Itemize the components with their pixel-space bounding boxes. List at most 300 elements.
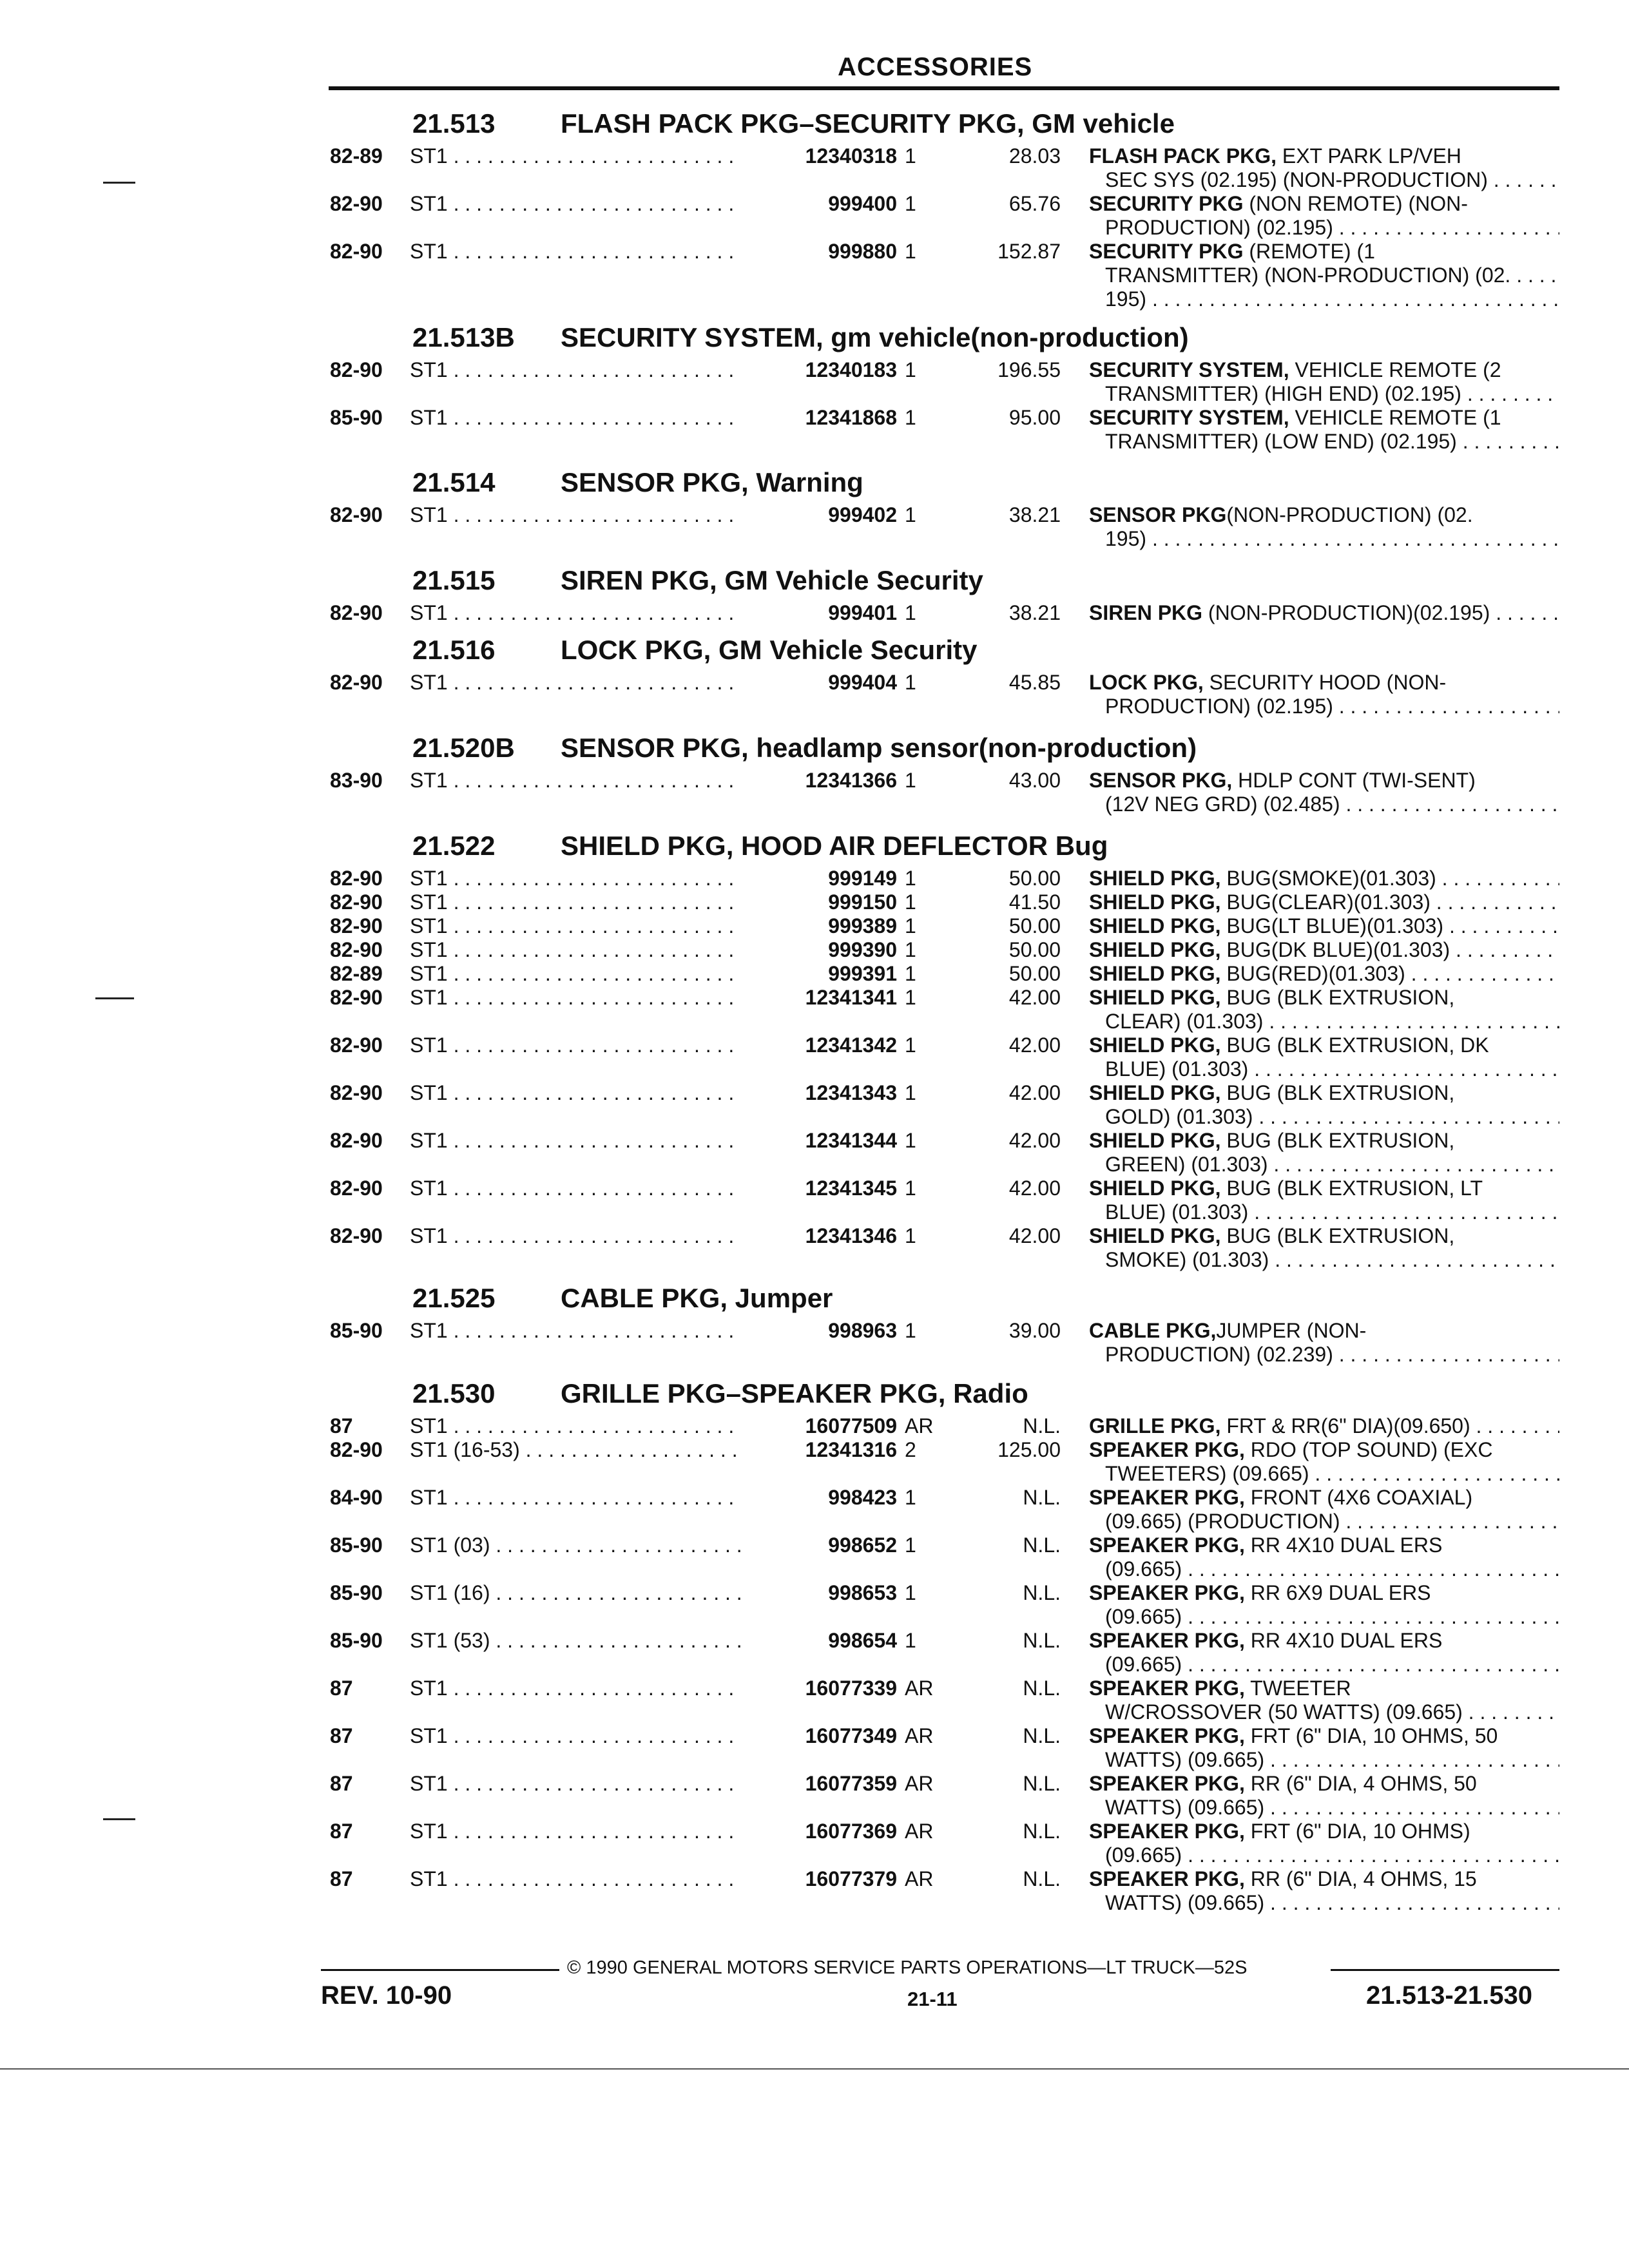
description-keyword: SPEAKER PKG, [1089,1581,1245,1604]
quantity: 1 [905,503,916,526]
description-line [1089,144,1559,168]
model-code: ST1 . . . [410,1177,758,1200]
section-name: SIREN PKG, GM Vehicle Security [561,565,983,595]
price: 65.76 [1008,192,1061,215]
description-keyword: SPEAKER PKG, [1089,1629,1245,1652]
part-number: 998423 [741,1486,897,1510]
part-number: 12341345 [741,1177,897,1200]
model-code: ST1 (16) . . . [410,1581,758,1605]
quantity: AR [905,1772,934,1795]
section-name: CABLE PKG, Jumper [561,1283,833,1313]
model-code: ST1 . . . [410,867,758,890]
description-text: BUG (BLK EXTRUSION, [1220,1081,1455,1104]
section-number: 21.515 [412,565,496,595]
model-code: ST1 . . . [410,962,758,986]
description-keyword: SHIELD PKG, [1089,1033,1221,1057]
model-code: ST1 . . . [410,192,758,216]
description-text: (NON-PRODUCTION) (02. [1226,503,1473,526]
description-text: (NON REMOTE) (NON- [1243,192,1468,215]
description-text: BUG (BLK EXTRUSION, [1220,1129,1455,1152]
part-description [1089,914,1559,938]
price: 50.00 [1008,914,1061,937]
part-number: 999401 [741,601,897,625]
part-description [1089,1033,1559,1081]
price: 38.21 [1008,601,1061,624]
section-number: 21.525 [412,1283,496,1313]
description-line [1089,503,1559,527]
description-line [1089,671,1559,695]
description-keyword: SECURITY SYSTEM, [1089,406,1289,429]
part-number: 999404 [741,671,897,695]
description-line [1089,1081,1559,1105]
year-range: 82-90 [330,503,383,526]
description-text: TWEETER [1244,1677,1351,1700]
section-heading [412,1283,833,1314]
description-text: VEHICLE REMOTE (1 [1289,406,1501,429]
description-continuation: 195) . . . [1089,287,1559,311]
price: 45.85 [1008,671,1061,694]
description-line [1089,867,1559,890]
year-range: 85-90 [330,1533,383,1557]
model-code: ST1 . . . [410,671,758,695]
year-range: 82-90 [330,867,383,890]
year-range: 85-90 [330,1629,383,1652]
year-range: 82-90 [330,1081,383,1104]
part-description [1089,769,1559,816]
description-text: RR (6" DIA, 4 OHMS, 50 [1244,1772,1477,1795]
section-heading [412,322,1189,353]
description-text: BUG(CLEAR)(01.303) [1220,890,1431,914]
description-keyword: SENSOR PKG, [1089,769,1233,792]
price: 28.03 [1008,144,1061,168]
price: N.L. [1023,1414,1061,1437]
description-text: BUG(LT BLUE)(01.303) [1220,914,1444,937]
description-keyword: SPEAKER PKG, [1089,1677,1245,1700]
price: 42.00 [1008,1177,1061,1200]
description-text: RR 6X9 DUAL ERS [1244,1581,1431,1604]
description-line [1089,1129,1559,1153]
quantity: 1 [905,986,916,1009]
quantity: 1 [905,358,916,381]
description-keyword: SHIELD PKG, [1089,938,1221,961]
description-line [1089,938,1559,962]
model-code: ST1 . . . [410,503,758,527]
description-keyword: SHIELD PKG, [1089,1177,1221,1200]
section-heading [412,565,983,596]
description-keyword: SHIELD PKG, [1089,1129,1221,1152]
quantity: 2 [905,1438,916,1461]
description-line [1089,986,1559,1010]
description-line [1089,1581,1559,1605]
margin-mark [95,997,134,999]
year-range: 82-89 [330,144,383,168]
price: 50.00 [1008,938,1061,961]
section-name: FLASH PACK PKG–SECURITY PKG, GM vehicle [561,108,1175,139]
part-number: 12340183 [741,358,897,382]
description-continuation: TRANSMITTER) (HIGH END) (02.195) . . . [1089,382,1559,406]
part-description [1089,890,1559,914]
price: 42.00 [1008,1224,1061,1247]
model-code: ST1 . . . [410,1224,758,1248]
description-line [1089,769,1559,793]
quantity: AR [905,1677,934,1700]
description-continuation: BLUE) (01.303) . . . [1089,1057,1559,1081]
description-line [1089,240,1559,264]
model-code: ST1 . . . [410,1033,758,1057]
description-keyword: SENSOR PKG [1089,503,1227,526]
header-rule [329,86,1559,90]
description-keyword: SIREN PKG [1089,601,1203,624]
description-text: FRT (6" DIA, 10 OHMS, 50 [1244,1724,1498,1747]
price: 38.21 [1008,503,1061,526]
description-keyword: SHIELD PKG, [1089,867,1221,890]
year-range: 82-90 [330,192,383,215]
copyright-notice: © 1990 GENERAL MOTORS SERVICE PARTS OPERATIONS—LT TRUCK—52S [567,1957,1248,1978]
part-description [1089,1772,1559,1820]
part-description [1089,240,1559,311]
part-description [1089,601,1559,625]
part-description [1089,1581,1559,1629]
price: N.L. [1023,1533,1061,1557]
section-name: SHIELD PKG, HOOD AIR DEFLECTOR Bug [561,831,1108,861]
part-number: 16077379 [741,1867,897,1891]
quantity: 1 [905,1129,916,1152]
model-code: ST1 . . . [410,144,758,168]
price: N.L. [1023,1724,1061,1747]
description-text: BUG (BLK EXTRUSION, DK [1220,1033,1489,1057]
description-continuation: WATTS) (09.665) . . . [1089,1748,1559,1772]
price: 42.00 [1008,1033,1061,1057]
description-text: EXT PARK LP/VEH [1276,144,1461,168]
part-number: 16077509 [741,1414,897,1438]
price: 42.00 [1008,986,1061,1009]
quantity: 1 [905,671,916,694]
part-number: 12341366 [741,769,897,793]
description-text: (REMOTE) (1 [1243,240,1375,263]
model-code: ST1 . . . [410,914,758,938]
description-continuation: (09.665) . . . [1089,1605,1559,1629]
section-heading [412,831,1108,861]
description-continuation: (09.665) . . . [1089,1557,1559,1581]
description-line [1089,1867,1559,1891]
description-line [1089,1414,1559,1438]
description-line [1089,1677,1559,1700]
section-number: 21.522 [412,831,496,861]
description-keyword: LOCK PKG, [1089,671,1204,694]
description-continuation: TRANSMITTER) (NON-PRODUCTION) (02. . . . [1089,264,1559,287]
year-range: 82-90 [330,914,383,937]
description-line [1089,1772,1559,1796]
description-text: RR 4X10 DUAL ERS [1244,1629,1443,1652]
model-code: ST1 (53) . . . [410,1629,758,1653]
year-range: 82-90 [330,890,383,914]
part-description [1089,962,1559,986]
model-code: ST1 . . . [410,890,758,914]
model-code: ST1 . . . [410,1724,758,1748]
quantity: AR [905,1724,934,1747]
price: 50.00 [1008,962,1061,985]
price: 41.50 [1008,890,1061,914]
model-code: ST1 . . . [410,406,758,430]
price: 39.00 [1008,1319,1061,1342]
quantity: 1 [905,144,916,168]
description-text: FRT & RR(6" DIA)(09.650) [1220,1414,1470,1437]
part-number: 12341344 [741,1129,897,1153]
description-line [1089,1629,1559,1653]
part-number: 12341868 [741,406,897,430]
description-text: BUG (BLK EXTRUSION, [1220,1224,1455,1247]
description-text: BUG (BLK EXTRUSION, LT [1220,1177,1483,1200]
description-continuation: TRANSMITTER) (LOW END) (02.195) . . . [1089,430,1559,454]
description-continuation: GOLD) (01.303) . . . [1089,1105,1559,1129]
description-text: HDLP CONT (TWI-SENT) [1232,769,1476,792]
model-code: ST1 . . . [410,1319,758,1343]
quantity: 1 [905,1033,916,1057]
description-keyword: SPEAKER PKG, [1089,1772,1245,1795]
part-number: 999389 [741,914,897,938]
description-line [1089,1438,1559,1462]
part-description [1089,1629,1559,1677]
year-range: 82-90 [330,1129,383,1152]
description-keyword: SHIELD PKG, [1089,1224,1221,1247]
description-text: RR (6" DIA, 4 OHMS, 15 [1244,1867,1477,1890]
quantity: 1 [905,867,916,890]
section-number: 21.530 [412,1378,496,1408]
part-description [1089,1414,1559,1438]
description-continuation: TWEETERS) (09.665) . . . [1089,1462,1559,1486]
section-number: 21.513 [412,108,496,139]
part-description [1089,1081,1559,1129]
part-description [1089,986,1559,1033]
price: N.L. [1023,1867,1061,1890]
footer-rule-left [321,1969,559,1971]
part-description [1089,1820,1559,1867]
part-number: 12341343 [741,1081,897,1105]
quantity: 1 [905,1319,916,1342]
part-number: 998653 [741,1581,897,1605]
part-number: 12341316 [741,1438,897,1462]
quantity: 1 [905,1224,916,1247]
description-keyword: CABLE PKG, [1089,1319,1217,1342]
part-number: 999402 [741,503,897,527]
part-number: 12341341 [741,986,897,1010]
description-keyword: SPEAKER PKG, [1089,1486,1245,1509]
description-text: BUG(DK BLUE)(01.303) [1220,938,1451,961]
description-keyword: SHIELD PKG, [1089,962,1221,985]
description-continuation: W/CROSSOVER (50 WATTS) (09.665) . . . [1089,1700,1559,1724]
part-description [1089,1224,1559,1272]
part-number: 12341346 [741,1224,897,1248]
description-continuation: WATTS) (09.665) . . . [1089,1796,1559,1820]
model-code: ST1 . . . [410,938,758,962]
part-description [1089,1867,1559,1915]
year-range: 87 [330,1772,353,1795]
quantity: 1 [905,601,916,624]
description-continuation: SMOKE) (01.303) . . . [1089,1248,1559,1272]
year-range: 85-90 [330,1319,383,1342]
section-heading [412,108,1175,139]
year-range: 85-90 [330,1581,383,1604]
section-number: 21.520B [412,733,515,763]
margin-mark [103,182,135,184]
part-description [1089,1533,1559,1581]
model-code: ST1 . . . [410,240,758,264]
model-code: ST1 . . . [410,601,758,625]
model-code: ST1 . . . [410,1867,758,1891]
quantity: 1 [905,1486,916,1509]
price: N.L. [1023,1772,1061,1795]
year-range: 82-90 [330,986,383,1009]
description-keyword: SHIELD PKG, [1089,986,1221,1009]
part-number: 999880 [741,240,897,264]
quantity: 1 [905,962,916,985]
quantity: 1 [905,1629,916,1652]
description-keyword: GRILLE PKG, [1089,1414,1221,1437]
part-description [1089,406,1559,454]
section-name: LOCK PKG, GM Vehicle Security [561,635,978,665]
part-description [1089,1319,1559,1367]
price: 50.00 [1008,867,1061,890]
price: N.L. [1023,1677,1061,1700]
part-description [1089,144,1559,192]
price: 196.55 [998,358,1061,381]
description-text: BUG(RED)(01.303) [1220,962,1405,985]
year-range: 82-90 [330,1177,383,1200]
description-continuation: (09.665) (PRODUCTION) . . . [1089,1510,1559,1533]
price: 125.00 [998,1438,1061,1461]
description-text: RR 4X10 DUAL ERS [1244,1533,1443,1557]
page-number: 21-11 [907,1988,958,2010]
year-range: 83-90 [330,769,383,792]
part-description [1089,1177,1559,1224]
quantity: 1 [905,938,916,961]
description-continuation: PRODUCTION) (02.239) . . . [1089,1343,1559,1367]
price: N.L. [1023,1486,1061,1509]
description-keyword: SECURITY SYSTEM, [1089,358,1289,381]
model-code: ST1 . . . [410,1820,758,1843]
year-range: 87 [330,1820,353,1843]
part-number: 998652 [741,1533,897,1557]
description-line [1089,1820,1559,1843]
description-text: BUG(SMOKE)(01.303) [1220,867,1436,890]
model-code: ST1 . . . [410,1772,758,1796]
description-keyword: SHIELD PKG, [1089,1081,1221,1104]
description-text: SECURITY HOOD (NON- [1203,671,1447,694]
year-range: 82-90 [330,1438,383,1461]
section-name: SENSOR PKG, headlamp sensor(non-production) [561,733,1197,763]
part-description [1089,1129,1559,1177]
section-heading [412,635,978,666]
description-keyword: SECURITY PKG [1089,192,1244,215]
description-text: FRT (6" DIA, 10 OHMS) [1244,1820,1470,1843]
description-text: BUG (BLK EXTRUSION, [1220,986,1455,1009]
description-keyword: SPEAKER PKG, [1089,1724,1245,1747]
quantity: 1 [905,1533,916,1557]
part-number: 16077359 [741,1772,897,1796]
part-number: 998654 [741,1629,897,1653]
quantity: AR [905,1820,934,1843]
description-line [1089,890,1559,914]
footer-rule-right [1331,1969,1559,1971]
year-range: 87 [330,1414,353,1437]
description-continuation: BLUE) (01.303) . . . [1089,1200,1559,1224]
price: 42.00 [1008,1081,1061,1104]
price: 43.00 [1008,769,1061,792]
year-range: 82-90 [330,938,383,961]
quantity: AR [905,1867,934,1890]
year-range: 82-89 [330,962,383,985]
year-range: 82-90 [330,1224,383,1247]
part-number: 998963 [741,1319,897,1343]
price: N.L. [1023,1820,1061,1843]
description-continuation: (09.665) . . . [1089,1843,1559,1867]
part-number: 16077369 [741,1820,897,1843]
description-line [1089,1177,1559,1200]
description-text: FRONT (4X6 COAXIAL) [1244,1486,1473,1509]
model-code: ST1 . . . [410,358,758,382]
description-continuation: WATTS) (09.665) . . . [1089,1891,1559,1915]
year-range: 85-90 [330,406,383,429]
description-continuation: SEC SYS (02.195) (NON-PRODUCTION) . . . [1089,168,1559,192]
price: N.L. [1023,1581,1061,1604]
model-code: ST1 . . . [410,1414,758,1438]
quantity: 1 [905,769,916,792]
description-line [1089,601,1559,625]
year-range: 87 [330,1677,353,1700]
model-code: ST1 (03) . . . [410,1533,758,1557]
description-line [1089,914,1559,938]
model-code: ST1 . . . [410,1081,758,1105]
year-range: 82-90 [330,601,383,624]
part-number: 999400 [741,192,897,216]
quantity: 1 [905,1581,916,1604]
part-description [1089,503,1559,551]
part-number: 12341342 [741,1033,897,1057]
description-keyword: SPEAKER PKG, [1089,1820,1245,1843]
part-description [1089,358,1559,406]
section-number: 21.514 [412,467,496,497]
description-line [1089,1724,1559,1748]
quantity: 1 [905,1177,916,1200]
part-number: 999150 [741,890,897,914]
model-code: ST1 . . . [410,1129,758,1153]
description-line [1089,962,1559,986]
description-line [1089,1319,1559,1343]
page-title: ACCESSORIES [838,53,1033,81]
description-line [1089,1533,1559,1557]
quantity: 1 [905,914,916,937]
part-number: 999390 [741,938,897,962]
description-keyword: SECURITY PKG [1089,240,1244,263]
part-description [1089,1724,1559,1772]
section-range: 21.513-21.530 [1366,1981,1533,2010]
description-keyword: SPEAKER PKG, [1089,1533,1245,1557]
part-description [1089,938,1559,962]
section-number: 21.513B [412,322,515,352]
quantity: 1 [905,192,916,215]
part-description [1089,1486,1559,1533]
description-keyword: SPEAKER PKG, [1089,1438,1245,1461]
year-range: 87 [330,1867,353,1890]
part-description [1089,867,1559,890]
price: 42.00 [1008,1129,1061,1152]
description-continuation: (12V NEG GRD) (02.485) . . . [1089,793,1559,816]
quantity: 1 [905,406,916,429]
part-number: 999391 [741,962,897,986]
section-heading [412,467,863,498]
description-continuation: GREEN) (01.303) . . . [1089,1153,1559,1177]
description-line [1089,192,1559,216]
